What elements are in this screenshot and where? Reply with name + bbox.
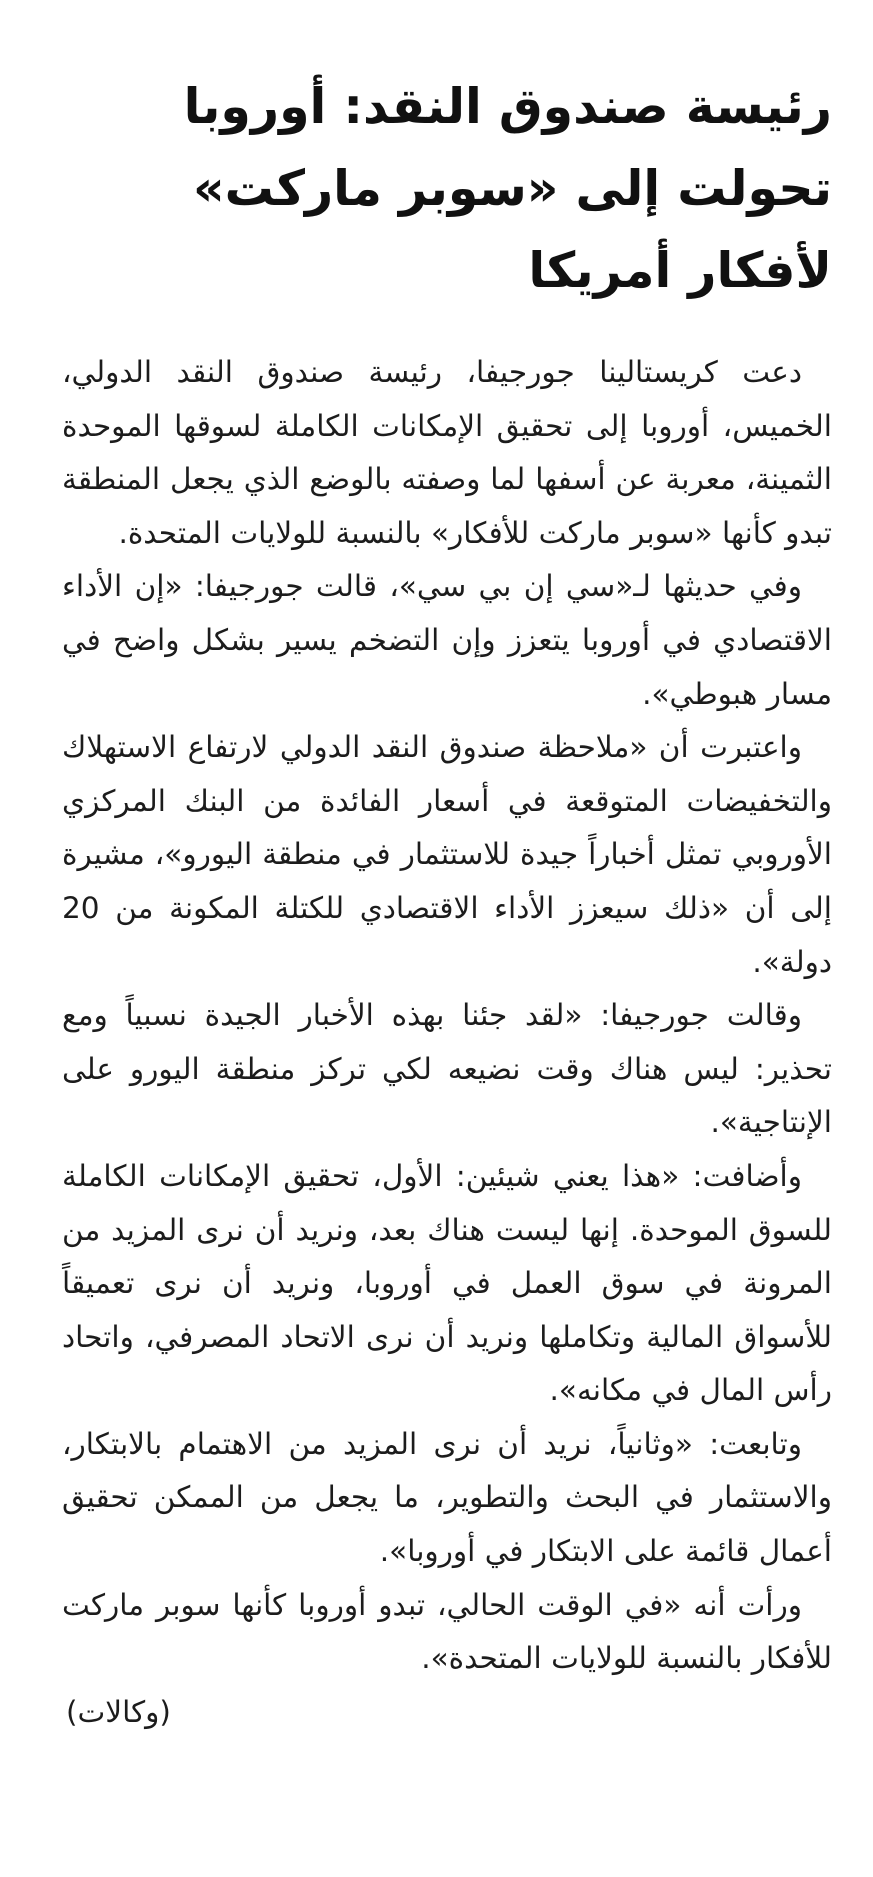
article-paragraph: وأضافت: «هذا يعني شيئين: الأول، تحقيق الإمكانات الكاملة للسوق الموحدة. إنها ليست هناك بعد، ونريد أن نرى المزيد من المرونة في سوق العمل في أوروبا، ونريد أن نرى تعميقاً للأسواق المالية وتكاملها ونريد أن نرى الاتحاد المصرفي، واتحاد رأس المال في مكانه». — [62, 1158, 832, 1408]
article-paragraph: وقالت جورجيفا: «لقد جئنا بهذه الأخبار الجيدة نسبياً ومع تحذير: ليس هناك وقت نضيعه لكي تركز منطقة اليورو على الإنتاجية». — [62, 998, 832, 1140]
article-headline: رئيسة صندوق النقد: أوروبا تحولت إلى «سوبر ماركت» لأفكار أمريكا — [183, 78, 832, 299]
article-paragraph: وفي حديثها لـ«سي إن بي سي»، قالت جورجيفا: «إن الأداء الاقتصادي في أوروبا يتعزز وإن التضخم يسير بشكل واضح في مسار هبوطي». — [62, 569, 832, 711]
article-paragraph: دعت كريستالينا جورجيفا، رئيسة صندوق النقد الدولي، الخميس، أوروبا إلى تحقيق الإمكانات الكاملة لسوقها الموحدة الثمينة، معربة عن أسفها لما وصفته بالوضع الذي يجعل المنطقة تبدو كأنها «سوبر ماركت للأفكار» بالنسبة للولايات المتحدة. — [62, 355, 832, 550]
news-article — [62, 66, 832, 1739]
article-paragraph: واعتبرت أن «ملاحظة صندوق النقد الدولي لارتفاع الاستهلاك والتخفيضات المتوقعة في أسعار الفائدة من البنك المركزي الأوروبي تمثل أخباراً جيدة للاستثمار في منطقة اليورو»، مشيرة إلى أن «ذلك سيعزز الأداء الاقتصادي للكتلة المكونة من 20 دولة». — [62, 730, 832, 979]
article-source: (وكالات) — [66, 1694, 171, 1729]
article-body — [62, 346, 832, 1739]
article-paragraph: ورأت أنه «في الوقت الحالي، تبدو أوروبا كأنها سوبر ماركت للأفكار بالنسبة للولايات المتحدة». — [62, 1587, 832, 1676]
article-paragraph: وتابعت: «وثانياً، نريد أن نرى المزيد من الاهتمام بالابتكار، والاستثمار في البحث والتطوير، ما يجعل من الممكن تحقيق أعمال قائمة على الابتكار في أوروبا». — [62, 1426, 832, 1569]
